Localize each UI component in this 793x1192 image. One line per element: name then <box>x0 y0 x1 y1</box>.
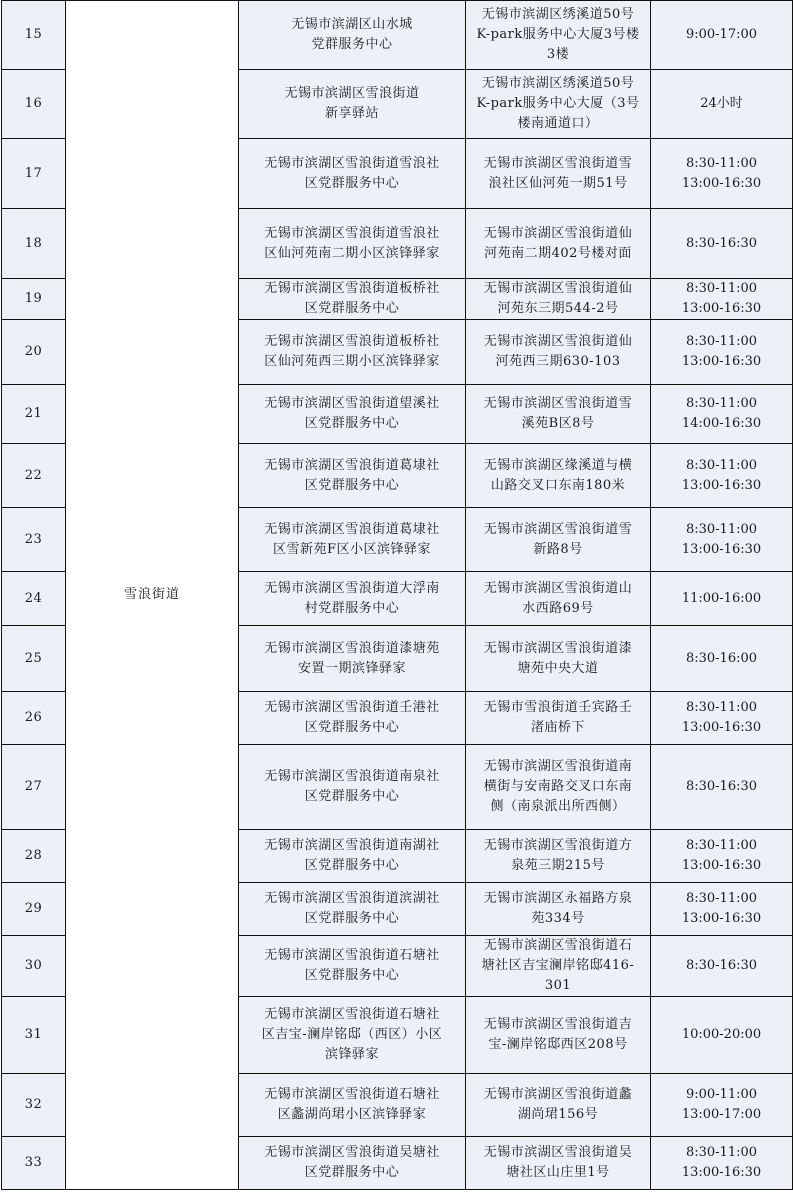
service-center-name-line: 无锡市滨湖区雪浪街道板桥社 <box>264 334 440 349</box>
service-center-name <box>239 70 466 139</box>
opening-hours-line: 8:30-11:00 <box>685 700 758 715</box>
opening-hours-line: 8:30-11:00 <box>685 155 758 171</box>
service-center-name <box>239 444 466 508</box>
service-center-name <box>239 209 466 279</box>
row-number: 21 <box>2 385 66 444</box>
row-number: 15 <box>2 1 66 70</box>
service-center-address-line: 无锡市滨湖区雪浪街道雪 <box>483 396 633 411</box>
service-center-name-line: 无锡市滨湖区雪浪街道葛埭社 <box>264 457 440 473</box>
service-center-name-line: 区党群服务中心 <box>304 720 400 735</box>
row-number: 28 <box>2 830 66 883</box>
service-center-address-line: 河苑东三期544-2号 <box>497 301 619 316</box>
service-center-address-line: 塘社区山庄里1号 <box>506 1165 610 1180</box>
opening-hours-line: 8:30-11:00 <box>685 457 758 473</box>
service-center-name-line: 区雪新苑F区小区滨锋驿家 <box>272 541 432 557</box>
service-center-address-line: 无锡市滨湖区雪浪街道南 <box>483 759 633 774</box>
service-center-name-line: 区党群服务中心 <box>304 911 400 926</box>
service-center-address-line: 无锡市滨湖区雪浪街道石 <box>483 938 633 953</box>
opening-hours <box>651 209 793 279</box>
service-center-address-line: 无锡市滨湖区绣溪道50号 <box>481 76 635 91</box>
service-center-address-line: 301 <box>544 978 572 993</box>
row-number: 17 <box>2 139 66 209</box>
row-number: 26 <box>2 692 66 745</box>
opening-hours-line: 13:00-16:30 <box>681 354 762 369</box>
service-center-address-line: 无锡市滨湖区缘溪道与横 <box>483 457 633 473</box>
service-center-address-line: K-park服务中心大厦（3号 <box>476 96 640 111</box>
service-center-address-line: 无锡市滨湖区雪浪街道蠡 <box>483 1087 633 1102</box>
service-center-address <box>466 1 651 70</box>
service-center-address-line: 塘社区吉宝澜岸铭邸416- <box>481 958 635 973</box>
service-center-name <box>239 508 466 572</box>
service-center-address <box>466 830 651 883</box>
service-center-name <box>239 997 466 1074</box>
opening-hours-line: 14:00-16:30 <box>681 416 762 431</box>
opening-hours-line: 13:00-16:30 <box>681 477 762 493</box>
opening-hours-line: 24小时 <box>700 96 743 111</box>
opening-hours-line: 8:30-16:30 <box>685 958 758 973</box>
service-center-address-line: 苑334号 <box>531 911 585 926</box>
service-center-address <box>466 997 651 1074</box>
service-center-address-line: 水西路69号 <box>522 600 594 616</box>
service-center-name-line: 区仙河苑南二期小区滨锋驿家 <box>264 245 440 261</box>
service-center-address-line: 无锡市滨湖区雪浪街道仙 <box>483 225 633 241</box>
service-center-address-line: 渚庙桥下 <box>530 720 585 735</box>
service-center-name <box>239 320 466 385</box>
service-center-address-line: 无锡市滨湖区雪浪街道雪 <box>483 521 633 537</box>
service-center-name-line: 无锡市滨湖区雪浪街道吴塘社 <box>264 1145 440 1160</box>
opening-hours <box>651 626 793 692</box>
table-row <box>2 1 793 70</box>
opening-hours-line: 8:30-11:00 <box>685 1145 758 1160</box>
service-center-name <box>239 1074 466 1137</box>
service-center-address-line: 无锡市滨湖区雪浪街道吉 <box>483 1017 633 1032</box>
service-center-name-line: 无锡市滨湖区雪浪街道葛埭社 <box>264 521 440 537</box>
service-center-address <box>466 1074 651 1137</box>
service-center-address <box>466 692 651 745</box>
opening-hours-line: 9:00-17:00 <box>685 27 758 42</box>
service-center-name-line: 新享驿站 <box>324 106 379 121</box>
opening-hours <box>651 1074 793 1137</box>
row-number: 30 <box>2 936 66 997</box>
service-center-name-line: 无锡市滨湖区雪浪街道雪浪社 <box>264 225 440 241</box>
opening-hours <box>651 139 793 209</box>
opening-hours-line: 10:00-20:00 <box>681 1027 762 1042</box>
service-center-address-line: 无锡市滨湖区雪浪街道仙 <box>483 334 633 349</box>
row-number: 29 <box>2 883 66 936</box>
service-center-name-line: 无锡市滨湖区雪浪街道望溪社 <box>264 396 440 411</box>
service-center-address-line: 溪苑B区8号 <box>521 416 595 431</box>
service-center-address-line: 横街与安南路交叉口东南 <box>483 779 633 794</box>
service-center-address <box>466 209 651 279</box>
opening-hours <box>651 692 793 745</box>
opening-hours <box>651 279 793 320</box>
service-center-address-line: 河苑西三期630-103 <box>495 354 621 369</box>
service-center-address-line: 无锡市滨湖区雪浪街道漆 <box>483 640 633 656</box>
opening-hours-line: 8:30-11:00 <box>685 396 758 411</box>
service-center-address-line: 河苑南二期402号楼对面 <box>484 245 632 261</box>
service-center-address-line: 塘苑中央大道 <box>517 660 599 676</box>
opening-hours <box>651 1137 793 1190</box>
service-center-name <box>239 279 466 320</box>
service-center-name-line: 区党群服务中心 <box>304 416 400 431</box>
opening-hours <box>651 745 793 830</box>
service-center-address-line: 侧（南泉派出所西侧） <box>490 799 626 814</box>
service-center-address-line: 无锡市滨湖区绣溪道50号 <box>481 7 635 22</box>
opening-hours <box>651 936 793 997</box>
opening-hours-line: 13:00-16:30 <box>681 858 762 873</box>
service-center-name-line: 无锡市滨湖区雪浪街道漆塘苑 <box>264 640 440 656</box>
service-center-address-line: 无锡市滨湖区雪浪街道方 <box>483 838 633 853</box>
service-center-address <box>466 745 651 830</box>
service-center-address <box>466 936 651 997</box>
service-center-name-line: 区党群服务中心 <box>304 789 400 804</box>
service-center-name-line: 无锡市滨湖区山水城 <box>291 17 413 32</box>
opening-hours-line: 8:30-11:00 <box>685 281 758 296</box>
service-center-address-line: 无锡市滨湖区雪浪街道仙 <box>483 281 633 296</box>
opening-hours-line: 13:00-16:30 <box>681 175 762 191</box>
service-center-name-line: 无锡市滨湖区雪浪街道石塘社 <box>264 1007 440 1022</box>
service-center-name <box>239 1 466 70</box>
service-center-name-line: 无锡市滨湖区雪浪街道雪浪社 <box>264 155 440 171</box>
opening-hours-line: 13:00-16:30 <box>681 301 762 316</box>
service-center-address <box>466 626 651 692</box>
service-center-address <box>466 1137 651 1190</box>
table-body <box>2 1 793 1190</box>
opening-hours <box>651 572 793 626</box>
service-center-address-line: 无锡市滨湖区雪浪街道山 <box>483 580 633 596</box>
opening-hours-line: 13:00-16:30 <box>681 911 762 926</box>
service-center-name-line: 区党群服务中心 <box>304 858 400 873</box>
opening-hours <box>651 830 793 883</box>
service-center-name <box>239 1137 466 1190</box>
service-center-name <box>239 830 466 883</box>
service-center-table <box>1 0 793 1190</box>
service-center-name-line: 区党群服务中心 <box>304 968 400 983</box>
service-center-address-line: K-park服务中心大厦3号楼 <box>476 27 640 42</box>
service-center-name-line: 区蠡湖尚珺小区滨锋驿家 <box>277 1107 427 1122</box>
opening-hours-line: 8:30-11:00 <box>685 334 758 349</box>
opening-hours-line: 8:30-11:00 <box>685 838 758 853</box>
opening-hours-line: 8:30-16:30 <box>685 235 758 251</box>
row-number: 22 <box>2 444 66 508</box>
service-center-address <box>466 139 651 209</box>
service-center-name-line: 区党群服务中心 <box>304 477 400 493</box>
service-center-name-line: 无锡市滨湖区雪浪街道 <box>284 86 420 101</box>
opening-hours-line: 13:00-16:30 <box>681 541 762 557</box>
service-center-address-line: 泉苑三期215号 <box>511 858 605 873</box>
service-center-name <box>239 692 466 745</box>
row-number: 18 <box>2 209 66 279</box>
service-center-name <box>239 936 466 997</box>
opening-hours <box>651 444 793 508</box>
opening-hours-line: 13:00-16:30 <box>681 720 762 735</box>
opening-hours-line: 9:00-11:00 <box>685 1087 758 1102</box>
service-center-address <box>466 70 651 139</box>
service-center-address-line: 无锡市滨湖区雪浪街道吴 <box>483 1145 633 1160</box>
service-center-name-line: 无锡市滨湖区雪浪街道南湖社 <box>264 838 440 853</box>
row-number: 25 <box>2 626 66 692</box>
row-number: 16 <box>2 70 66 139</box>
service-center-address <box>466 444 651 508</box>
service-center-address <box>466 320 651 385</box>
service-center-address <box>466 508 651 572</box>
service-center-address-line: 宝-澜岸铭邸西区208号 <box>488 1037 628 1052</box>
service-center-address-line: 山路交叉口东南180米 <box>490 477 626 493</box>
service-center-name-line: 区仙河苑西三期小区滨锋驿家 <box>264 354 440 369</box>
service-center-name-line: 无锡市滨湖区雪浪街道板桥社 <box>264 281 440 296</box>
service-center-address-line: 无锡市滨湖区永福路方泉 <box>483 891 633 906</box>
opening-hours <box>651 883 793 936</box>
row-number: 23 <box>2 508 66 572</box>
service-center-address-line: 新路8号 <box>533 541 583 557</box>
service-center-name-line: 无锡市滨湖区雪浪街道石塘社 <box>264 1087 440 1102</box>
service-center-name-line: 滨锋驿家 <box>324 1047 379 1062</box>
opening-hours-line: 8:30-11:00 <box>685 891 758 906</box>
opening-hours <box>651 1 793 70</box>
service-center-address-line: 浪社区仙河苑一期51号 <box>488 175 628 191</box>
service-center-name <box>239 626 466 692</box>
row-number: 33 <box>2 1137 66 1190</box>
service-center-address <box>466 572 651 626</box>
service-center-name-line: 无锡市滨湖区雪浪街道大浮南 <box>264 580 440 596</box>
opening-hours <box>651 70 793 139</box>
service-center-name-line: 区党群服务中心 <box>304 301 400 316</box>
opening-hours <box>651 508 793 572</box>
service-center-name-line: 区党群服务中心 <box>304 1165 400 1180</box>
row-number: 32 <box>2 1074 66 1137</box>
service-center-address-line: 楼南通道口） <box>517 116 599 131</box>
opening-hours-line: 13:00-17:00 <box>681 1107 762 1122</box>
opening-hours <box>651 385 793 444</box>
opening-hours-line: 11:00-16:00 <box>681 590 762 606</box>
service-center-name-line: 无锡市滨湖区雪浪街道石塘社 <box>264 948 440 963</box>
service-center-name-line: 村党群服务中心 <box>304 600 400 616</box>
service-center-address-line: 无锡市滨湖区雪浪街道雪 <box>483 155 633 171</box>
service-center-name-line: 安置一期滨锋驿家 <box>297 660 406 676</box>
row-number: 27 <box>2 745 66 830</box>
service-center-name-line: 区党群服务中心 <box>304 175 400 191</box>
service-center-name-line: 党群服务中心 <box>311 37 393 52</box>
opening-hours <box>651 320 793 385</box>
opening-hours-line: 8:30-16:00 <box>685 650 758 666</box>
service-center-name <box>239 883 466 936</box>
opening-hours-line: 8:30-16:30 <box>685 779 758 794</box>
service-center-address <box>466 279 651 320</box>
row-number: 31 <box>2 997 66 1074</box>
service-center-address-line: 无锡市雪浪街道壬宾路壬 <box>483 700 633 715</box>
service-center-name-line: 无锡市滨湖区雪浪街道南泉社 <box>264 769 440 784</box>
service-center-name <box>239 745 466 830</box>
opening-hours <box>651 997 793 1074</box>
row-number: 20 <box>2 320 66 385</box>
street-name: 雪浪街道 <box>66 1 239 1190</box>
service-center-name-line: 无锡市滨湖区雪浪街道滨湖社 <box>264 891 440 906</box>
service-center-name-line: 区吉宝-澜岸铭邸（西区）小区 <box>261 1027 443 1042</box>
service-center-name <box>239 572 466 626</box>
row-number: 19 <box>2 279 66 320</box>
service-center-name-line: 无锡市滨湖区雪浪街道壬港社 <box>264 700 440 715</box>
service-center-address-line: 湖尚珺156号 <box>517 1107 599 1122</box>
service-center-name <box>239 385 466 444</box>
service-center-name <box>239 139 466 209</box>
opening-hours-line: 13:00-16:30 <box>681 1165 762 1180</box>
service-center-address <box>466 883 651 936</box>
service-center-address-line: 3楼 <box>546 47 570 62</box>
opening-hours-line: 8:30-11:00 <box>685 521 758 537</box>
row-number: 24 <box>2 572 66 626</box>
service-center-address <box>466 385 651 444</box>
